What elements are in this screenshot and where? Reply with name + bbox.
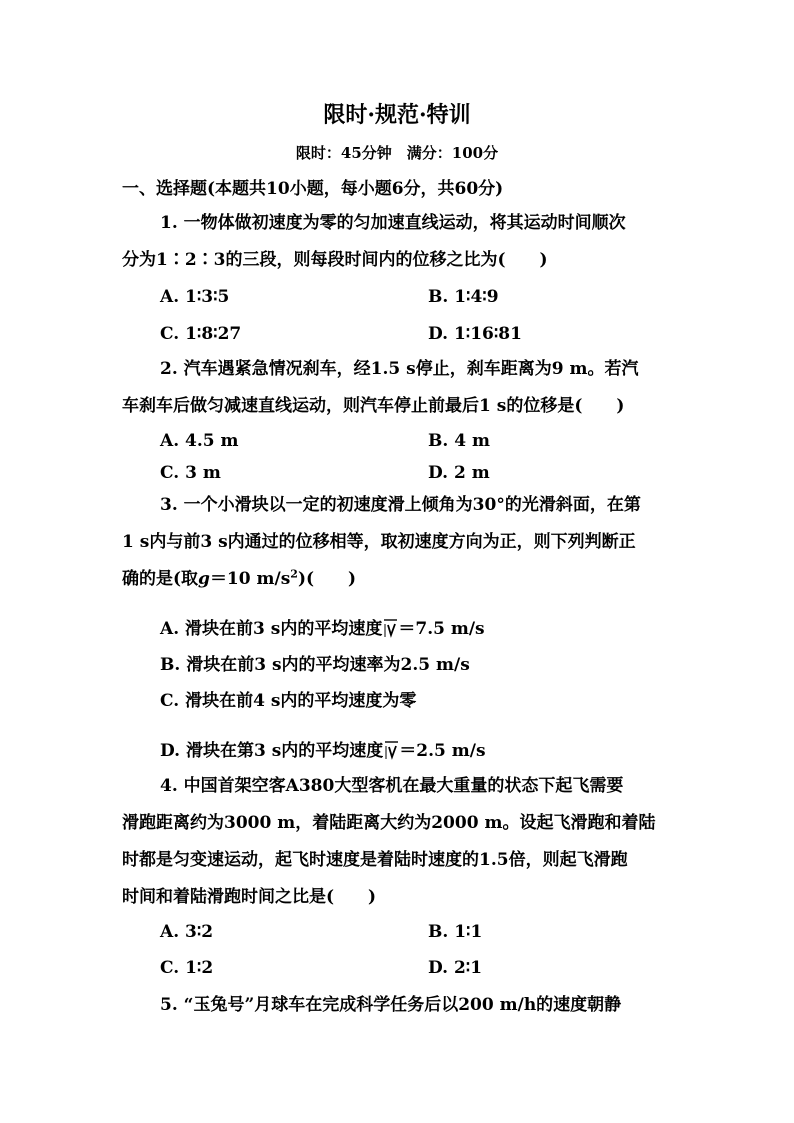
velocity-bar-symbol [383,740,399,760]
q1-option-c: C. 1∶8∶27 [160,324,242,344]
q4-line1: 4. 中国首架空客A380大型客机在最大重量的状态下起飞需要 [160,776,624,796]
q4-option-b: B. 1∶1 [428,922,483,942]
q4-option-c: C. 1∶2 [160,958,214,978]
q3-option-a: A. 滑块在前3 s内的平均速度 ＝7.5 m/s [160,619,485,639]
q2-option-a: A. 4.5 m [160,431,239,451]
page-subtitle: 限时：45分钟 满分：100分 [295,144,499,162]
q1-option-b: B. 1∶4∶9 [428,287,499,307]
q4-line4: 时间和着陆滑跑时间之比是( ) [122,887,377,907]
section-heading: 一、选择题(本题共10小题，每小题6分，共60分) [122,179,504,199]
q5-line1: 5. “玉兔号”月球车在完成科学任务后以200 m/h的速度朝静 [160,995,622,1015]
q4-option-a: A. 3∶2 [160,922,214,942]
q3-option-c: C. 滑块在前4 s内的平均速度为零 [160,691,417,711]
q1-line1: 1. 一物体做初速度为零的匀加速直线运动，将其运动时间顺次 [160,213,626,233]
q3-line3: 确的是(取g＝10 $m/s^2$)( ) [122,567,357,589]
q2-option-d: D. 2 m [428,463,490,483]
velocity-bar-symbol [382,618,398,638]
q2-option-b: B. 4 m [428,431,490,451]
q1-line2: 分为1∶2∶3的三段，则每段时间内的位移之比为( ) [122,250,548,270]
q2-line1: 2. 汽车遇紧急情况刹车，经1.5 s停止，刹车距离为9 m。若汽 [160,359,639,379]
page-title: 限时·规范·特训 [323,102,471,128]
q3-option-b: B. 滑块在前3 s内的平均速率为2.5 m/s [160,655,470,675]
q4-line2: 滑跑距离约为3000 m，着陆距离大约为2000 m。设起飞滑跑和着陆 [122,813,656,833]
q4-line3: 时都是匀变速运动，起飞时速度是着陆时速度的1.5倍，则起飞滑跑 [122,850,628,870]
q3-option-d: D. 滑块在第3 s内的平均速度 ＝2.5 m/s [160,741,486,761]
q1-option-a: A. 1∶3∶5 [160,287,230,307]
q2-option-c: C. 3 m [160,463,221,483]
q3-line2: 1 s内与前3 s内通过的位移相等，取初速度方向为正，则下列判断正 [122,532,636,552]
q4-option-d: D. 2∶1 [428,958,483,978]
q1-option-d: D. 1∶16∶81 [428,324,522,344]
q3-line1: 3. 一个小滑块以一定的初速度滑上倾角为30°的光滑斜面，在第 [160,495,641,515]
q2-line2: 车刹车后做匀减速直线运动，则汽车停止前最后1 s的位移是( ) [122,396,625,416]
